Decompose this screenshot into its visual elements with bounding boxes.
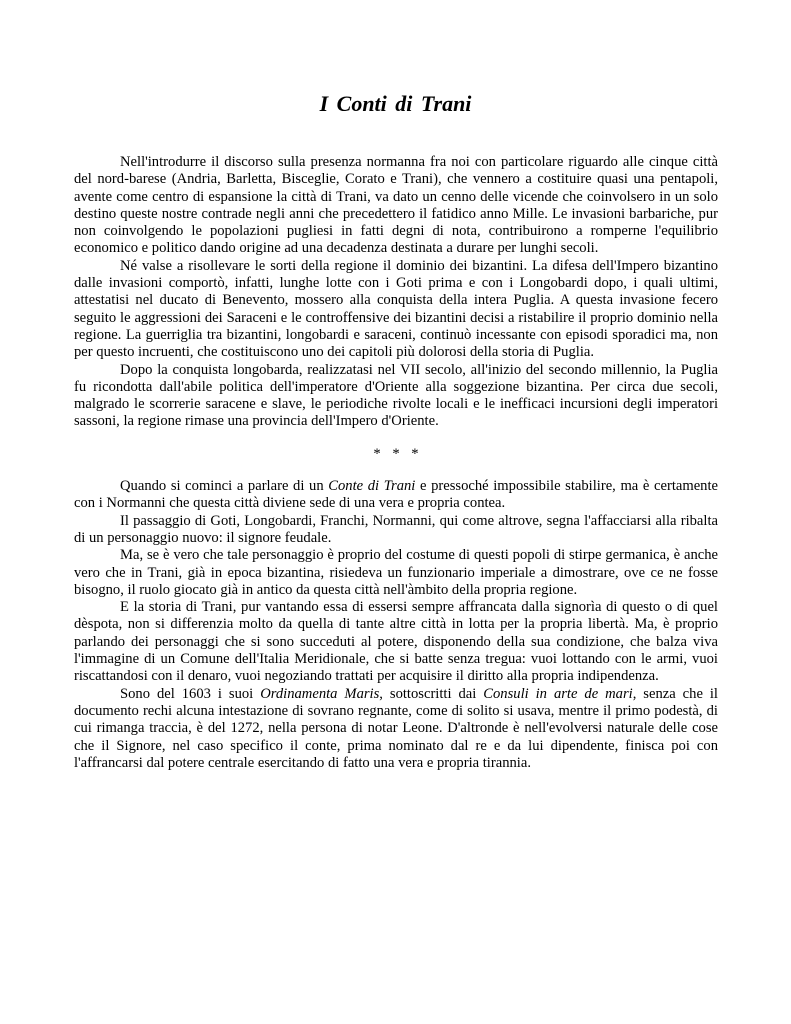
text-span: Sono del 1603 i suoi (120, 685, 261, 702)
text-span: Quando si cominci a parlare di un (120, 478, 329, 495)
text-span: , sottoscritti dai (379, 685, 484, 702)
paragraph: Dopo la conquista longobarda, realizzatasi nel VII secolo, all'inizio del secondo millennio, la Puglia fu ricondotta dall'abile politica dell'imperatore d'Oriente alla soggezione bizantina. Per circa due secoli, malgrado le scorrerie saracene e slave, le periodiche rivolte locali e le inefficaci incursioni degli imperatori sassoni, la regione rimase una provincia dell'Impero d'Oriente. (74, 361, 718, 430)
paragraph: Ma, se è vero che tale personaggio è proprio del costume di questi popoli di stirpe germanica, è anche vero che in Trani, già in epoca bizantina, risiedeva un funzionario imperiale a dimostrare, ove ce ne fosse bisogno, il ruolo giocato già in antico da questa città nell'àmbito della propria regione. (74, 547, 718, 598)
section-separator: * * * (373, 445, 419, 462)
italic-term: Consuli in arte de mari (483, 685, 633, 702)
text-span: , senza che il documento rechi alcuna intestazione di sovrano regnante, come di solito si usava, mentre il primo podestà, di cui rimanga traccia, è del 1272, nella persona di notar Leone. D'altronde è nell'evolversi naturale delle cose che il Signore, nel caso specifico il conte, prima nominato dal re e da lui dipendente, finisca poi con l'affrancarsi dal potere centrale esercitando di fatto una vera e propria tirannia. (74, 685, 718, 771)
paragraph: Il passaggio di Goti, Longobardi, Franchi, Normanni, qui come altrove, segna l'affacciarsi alla ribalta di un personaggio nuovo: il signore feudale. (74, 512, 718, 546)
paragraph (74, 686, 718, 772)
italic-term: Conte di Trani (328, 478, 416, 495)
document-title: I Conti di Trani (319, 91, 472, 116)
italic-term: Ordinamenta Maris (260, 685, 380, 702)
paragraph: Né valse a risollevare le sorti della regione il dominio dei bizantini. La difesa dell'Impero bizantino dalle invasioni comportò, infatti, lunghe lotte con i Goti prima e con i Longobardi dopo, i quali ultimi, attestatisi nel ducato di Benevento, mossero alla conquista della intera Puglia. A questa invasione fecero seguito le aggressioni dei Saraceni e le controffensive dei bizantini decisi a ristabilire il proprio dominio nella regione. La guerriglia tra bizantini, longobardi e saraceni, continuò incessante con episodi sporadici ma, non per questo incruenti, che costituiscono uno dei capitoli più dolorosi della storia di Puglia. (74, 257, 718, 361)
paragraph: E la storia di Trani, pur vantando essa di essersi sempre affrancata dalla signorìa di questo o di quel dèspota, non si differenzia molto da quella di tante altre città in lotta per la propria libertà. Ma, è proprio parlando dei personaggi che si sono succeduti al potere, disponendo della sua condizione, che balza viva l'immagine di un Comune dell'Italia Meridionale, che si batte senza tregua: vuoi lottando con le armi, vuoi riscattandosi con il denaro, vuoi negoziando trattati per acquisire il diritto alla propria indipendenza. (74, 599, 718, 685)
paragraph (74, 478, 718, 513)
paragraph: Nell'introdurre il discorso sulla presenza normanna fra noi con particolare riguardo alle cinque città del nord-barese (Andria, Barletta, Bisceglie, Corato e Trani), che vennero a costituire quasi una pentapoli, avente come centro di espansione la città di Trani, va dato un cenno delle vicende che coinvolsero in un solo destino queste nostre contrade negli anni che precedettero il fatidico anno Mille. Le invasioni barbariche, pur non coinvolgendo le popolazioni pugliesi in fatti degni di nota, contribuirono a romperne l'equilibrio economico e politico dando origine ad una decadenza destinata a durare per lunghi secoli. (74, 154, 718, 257)
text-span: e pressoché impossibile stabilire, ma è certamente con i Normanni che questa città diviene sede di una vera e propria contea. (74, 478, 719, 512)
document-body (74, 154, 718, 772)
